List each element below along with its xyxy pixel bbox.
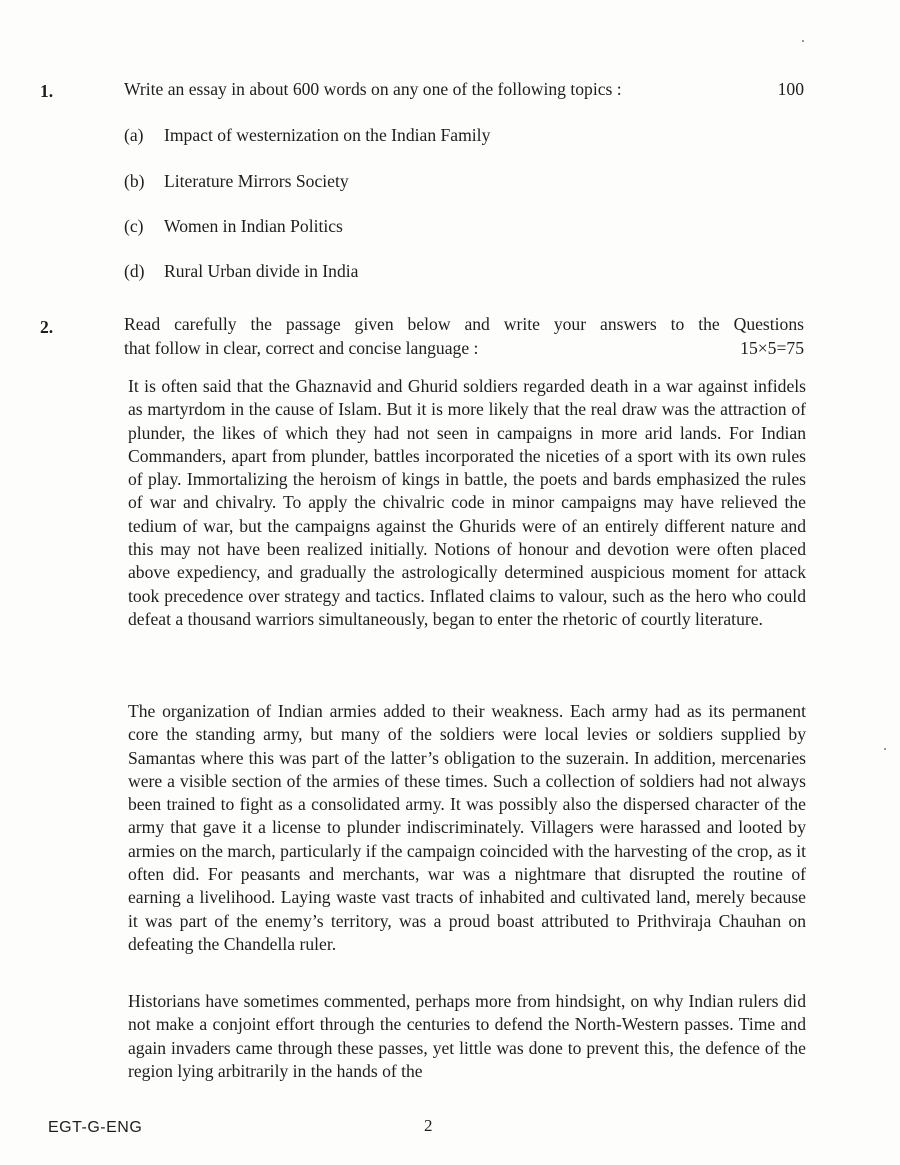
question-1-instruction: Write an essay in about 600 words on any one of the following topics : xyxy=(124,79,622,99)
question-1-number: 1. xyxy=(40,81,54,101)
option-a xyxy=(124,124,490,147)
question-2-instruction-line2: that follow in clear, correct and concise language : xyxy=(124,338,479,358)
paper-code: EGT-G-ENG xyxy=(48,1119,143,1136)
option-text: Rural Urban divide in India xyxy=(164,261,359,281)
question-1-marks: 100 xyxy=(777,79,804,99)
passage-paragraph-3: Historians have sometimes commented, perhaps more from hindsight, on why Indian rulers did not make a conjoint effort through the centuries to defend the North-Western passes. Time and again invaders came through these passes, yet little was done to prevent this, the defence of the region lying arbitrarily in the hands of the xyxy=(128,991,806,1081)
question-2-instruction-line1: Read carefully the passage given below and write your answers to the Questions xyxy=(124,314,804,334)
scan-speck xyxy=(802,40,804,42)
option-label: (a) xyxy=(124,125,144,145)
option-text: Literature Mirrors Society xyxy=(164,171,349,191)
option-b xyxy=(124,170,349,193)
option-text: Women in Indian Politics xyxy=(164,216,343,236)
option-text: Impact of westernization on the Indian Family xyxy=(164,125,491,145)
scan-speck xyxy=(884,748,886,750)
passage-paragraph-2: The organization of Indian armies added to their weakness. Each army had as its permanent core the standing army, but many of the soldiers were local levies or soldiers supplied by Samantas where this was part of the latter’s obligation to the suzerain. In addition, mercenaries were a visible section of the armies of these times. Such a collection of soldiers had not always been trained to fight as a consolidated army. It was possibly also the dispersed character of the army that gave it a license to plunder indiscriminately. Villagers were harassed and looted by armies on the march, particularly if the campaign coincided with the harvesting of the crop, as it often did. For peasants and merchants, war was a nightmare that disrupted the routine of earning a livelihood. Laying waste vast tracts of inhabited and cultivated land, merely because it was part of the enemy’s territory, was a proud boast attributed to Prithviraja Chauhan on defeating the Chandella ruler. xyxy=(128,701,806,954)
page-number: 2 xyxy=(424,1116,433,1135)
passage-paragraph-1: It is often said that the Ghaznavid and Ghurid soldiers regarded death in a war against infidels as martyrdom in the cause of Islam. But it is more likely that the real draw was the attraction of plunder, the likes of which they had not seen in campaigns in more arid lands. For Indian Commanders, apart from plunder, battles incorporated the niceties of a sport with its own rules of play. Immortalizing the heroism of kings in battle, the poets and bards emphasized the rules of war and chivalry. To apply the chivalric code in minor campaigns may have relieved the tedium of war, but the campaigns against the Ghurids were of an entirely different nature and this may not have been realized initially. Notions of honour and devotion were often placed above expediency, and gradually the astrologically determined auspicious moment for attack took precedence over strategy and tactics. Inflated claims to valour, such as the hero who could defeat a thousand warriors simultaneously, began to enter the rhetoric of courtly literature. xyxy=(128,376,806,629)
option-label: (d) xyxy=(124,261,145,281)
option-d xyxy=(124,260,358,283)
option-label: (c) xyxy=(124,216,144,236)
option-c xyxy=(124,215,343,238)
question-2-marks: 15×5=75 xyxy=(740,338,804,358)
option-label: (b) xyxy=(124,171,145,191)
question-2-number: 2. xyxy=(40,317,54,337)
